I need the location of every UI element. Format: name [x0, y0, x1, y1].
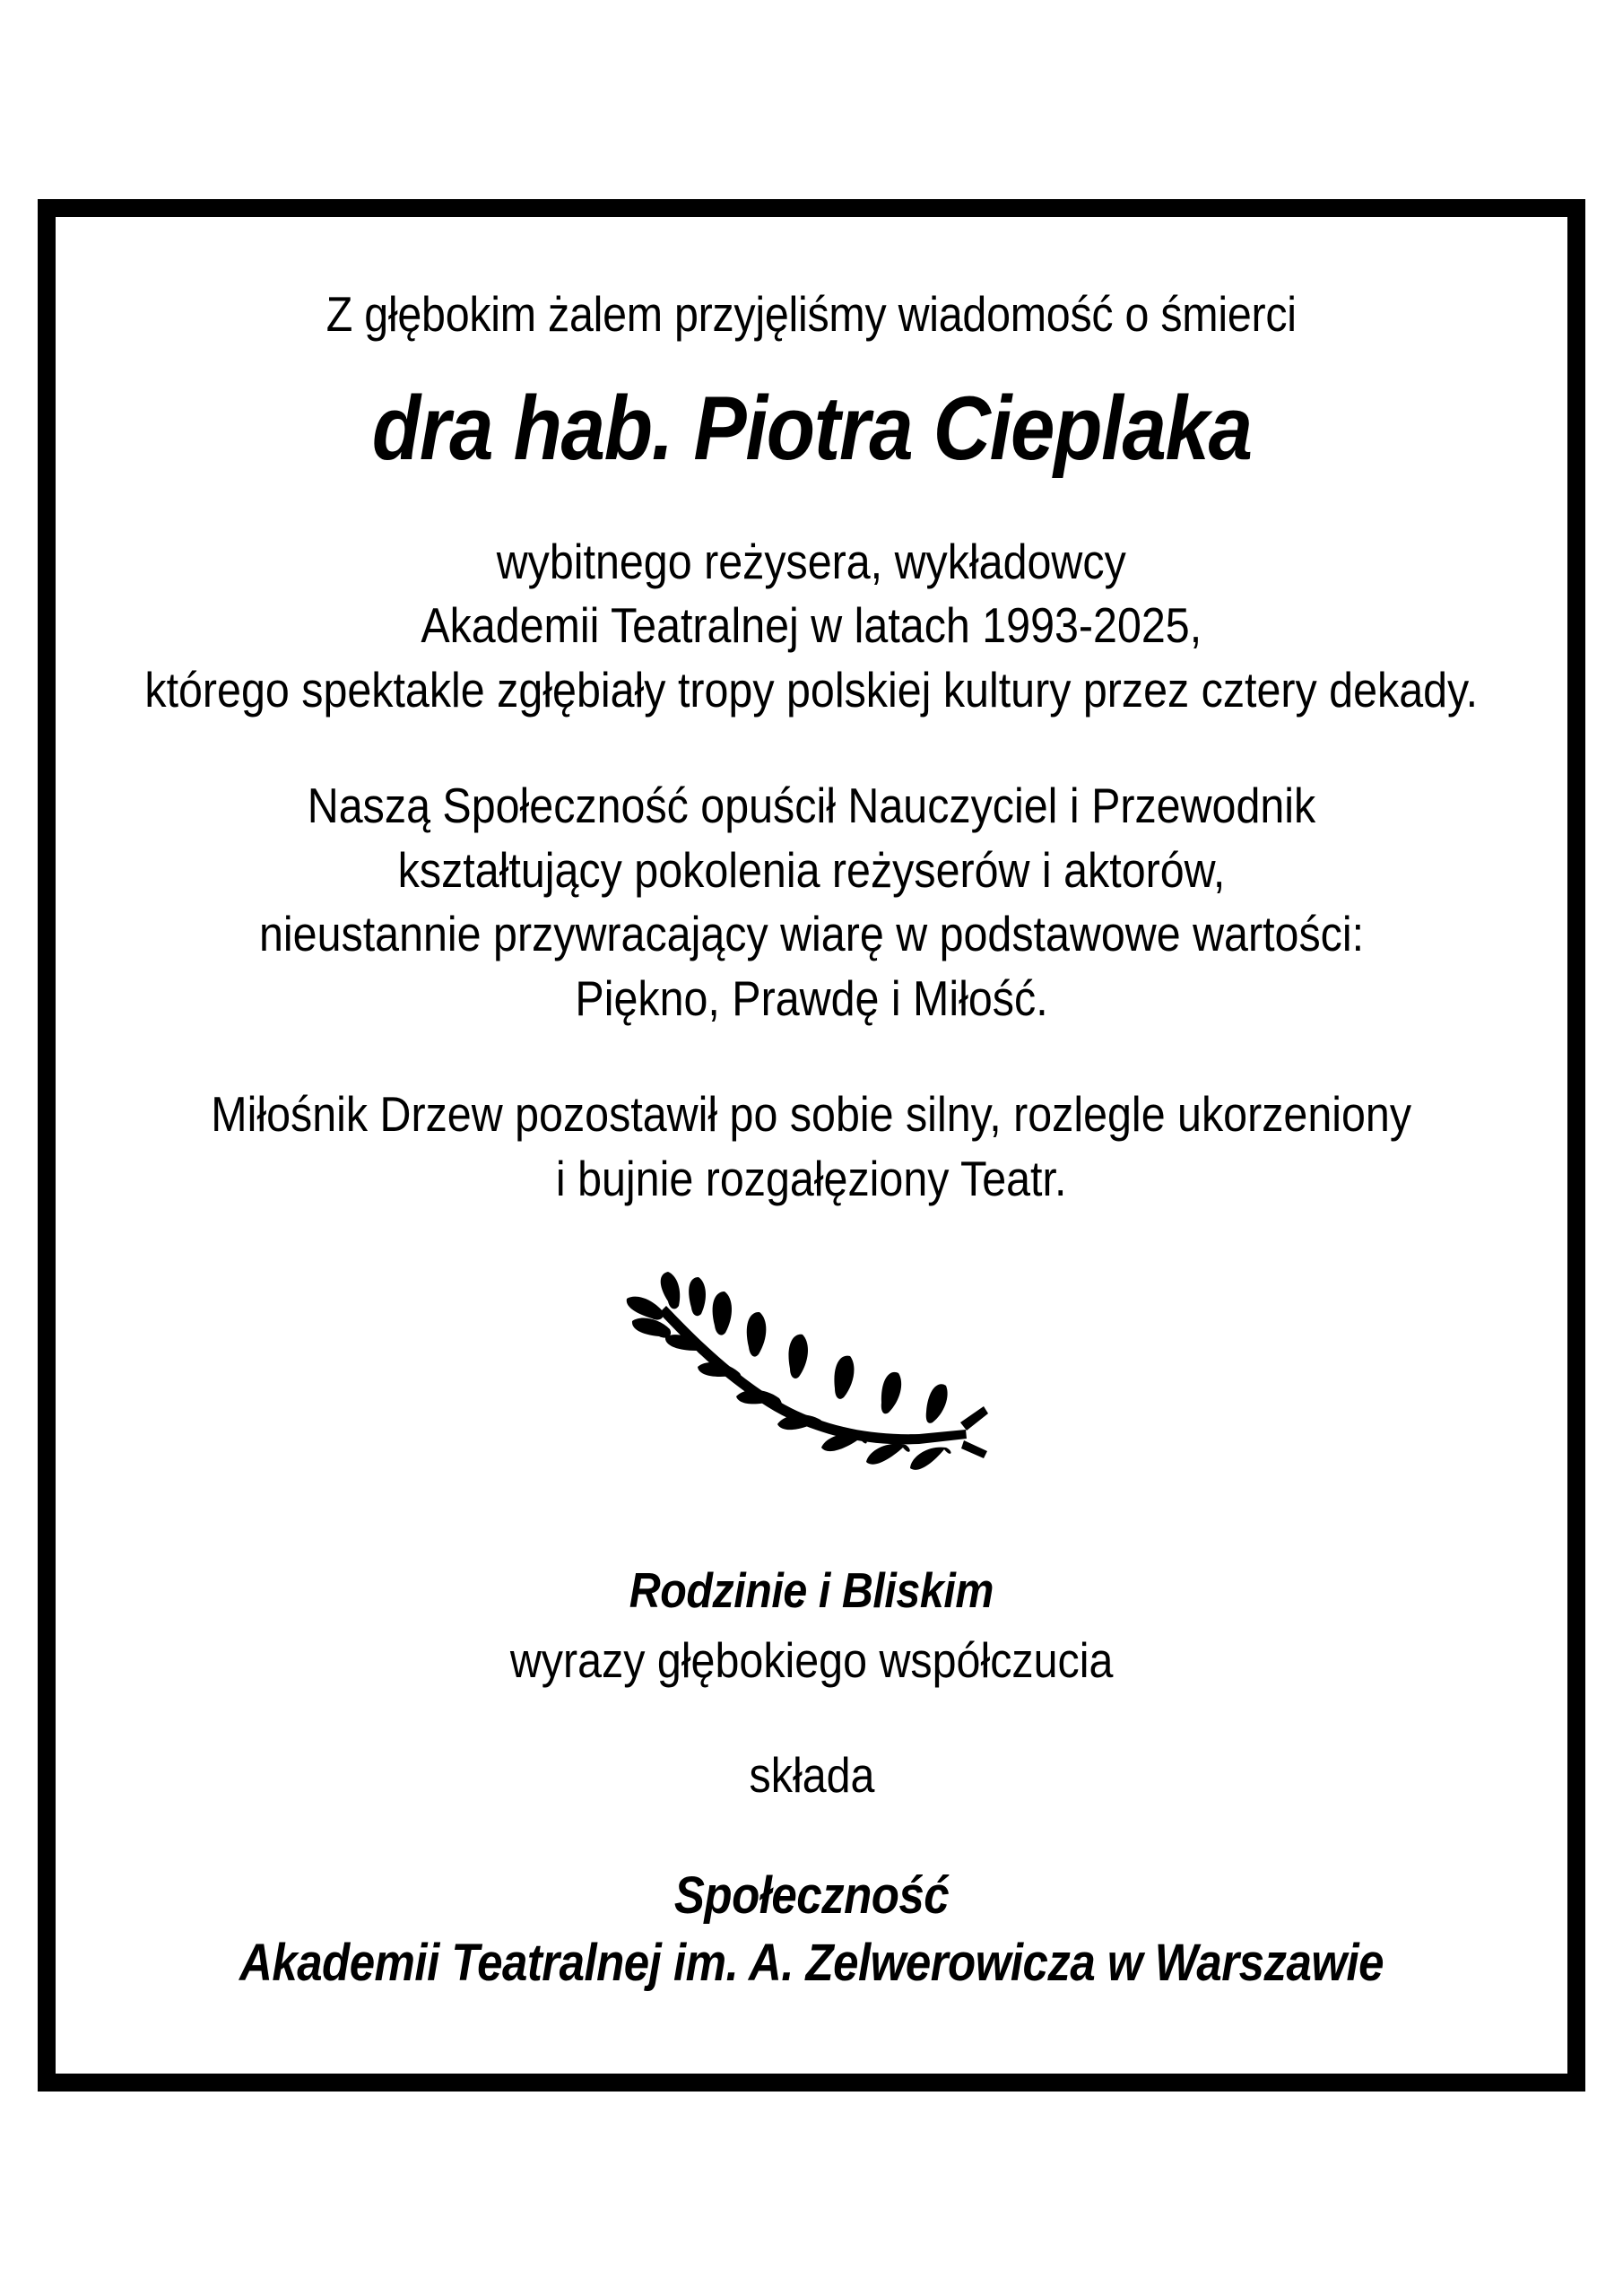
community-paragraph: [184, 774, 1439, 1031]
community-paragraph-line-1: Naszą Społeczność opuścił Nauczyciel i Przewodnik: [307, 778, 1316, 834]
role-paragraph-line-2: Akademii Teatralnej w latach 1993-2025,: [421, 597, 1202, 654]
role-paragraph-line-1: wybitnego reżysera, wykładowcy: [496, 533, 1127, 589]
signer-line-1: Społeczność: [673, 1866, 950, 1926]
community-paragraph-line-3: nieustannie przywracający wiarę w podstawowe wartości:: [258, 906, 1365, 962]
signer-line-2: Akademii Teatralnej im. A. Zelwerowicza w Warszawie: [239, 1934, 1384, 1993]
signer-block: [161, 1862, 1462, 1997]
trees-paragraph-line-1: Miłośnik Drzew pozostawił po sobie silny, rozlegle ukorzeniony: [211, 1086, 1412, 1143]
condolence-text: wyrazy głębokiego współczucia: [509, 1632, 1114, 1689]
deceased-name: dra hab. Piotra Cieplaka: [371, 378, 1252, 479]
trees-paragraph: [129, 1083, 1493, 1211]
submitted-by-label: składa: [749, 1747, 874, 1804]
notice-content: [56, 217, 1567, 2074]
role-paragraph: [54, 530, 1568, 723]
role-paragraph-line-3: którego spektakle zgłębiały tropy polskiej kultury przez cztery dekady.: [144, 661, 1479, 718]
trees-paragraph-line-2: i bujnie rozgałęziony Teatr.: [556, 1150, 1067, 1206]
laurel-branch-icon: [614, 1272, 1009, 1505]
mourning-frame: [38, 199, 1585, 2092]
community-paragraph-line-2: kształtujący pokolenia reżyserów i aktorów,: [397, 841, 1226, 898]
community-paragraph-line-4: Piękno, Prawdę i Miłość.: [575, 970, 1048, 1026]
condolence-title: Rodzinie i Bliskim: [629, 1562, 994, 1619]
intro-line: Z głębokim żalem przyjęliśmy wiadomość o śmierci: [326, 286, 1297, 342]
